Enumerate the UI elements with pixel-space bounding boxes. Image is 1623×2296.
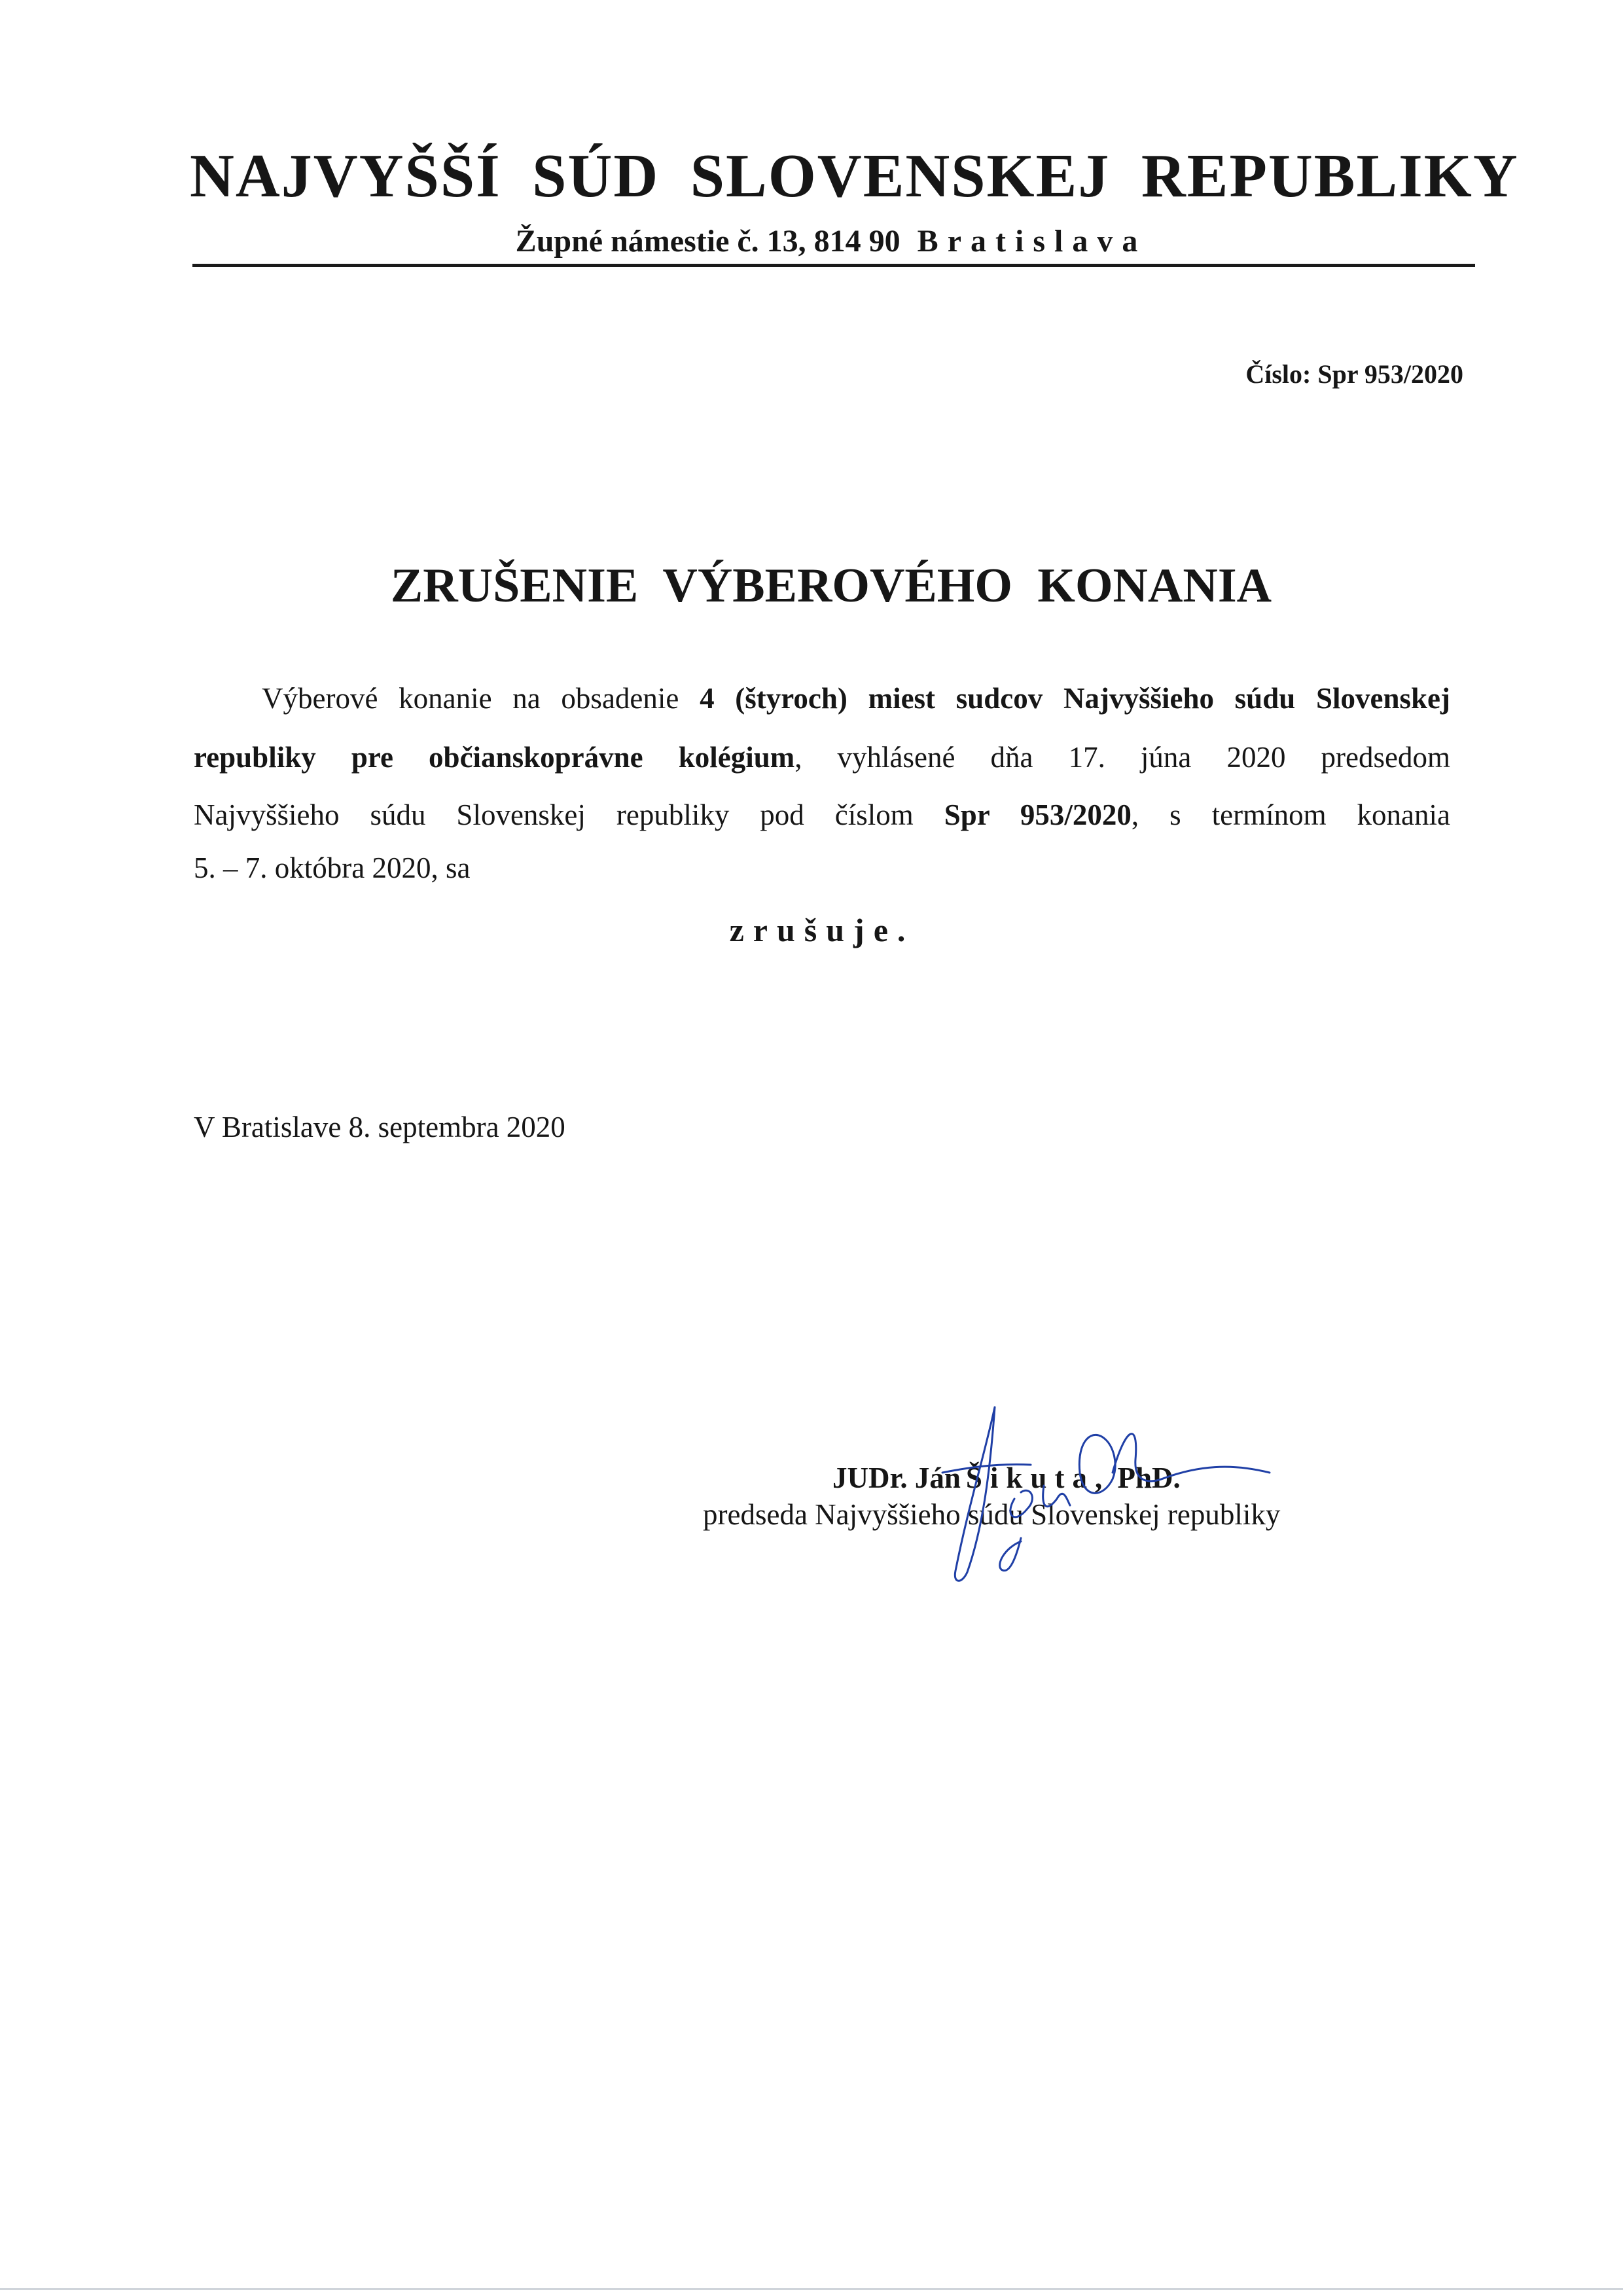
court-city: Bratislava — [917, 224, 1147, 259]
body-text: , s termínom konania — [1131, 798, 1450, 831]
body-text-bold: republiky pre občianskoprávne kolégium — [194, 741, 795, 774]
court-address — [190, 226, 1472, 257]
body-text-bold: Spr 953/2020 — [944, 798, 1132, 831]
handwritten-signature — [916, 1401, 1283, 1597]
signer-surname: Šikuta, — [965, 1462, 1111, 1494]
header-divider — [192, 264, 1475, 267]
court-street: Župné námestie č. 13, 814 90 — [515, 224, 901, 259]
case-number: Číslo: Spr 953/2020 — [1245, 359, 1463, 389]
body-text: Najvyššieho súdu Slovenskej republiky pod číslom — [194, 798, 944, 831]
court-name: NAJVYŠŠÍ SÚD SLOVENSKEJ REPUBLIKY — [190, 142, 1519, 210]
body-line-2 — [194, 743, 1450, 772]
document-title: ZRUŠENIE VÝBEROVÉHO KONANIA — [390, 559, 1272, 613]
signer-suffix: PhD. — [1117, 1462, 1181, 1494]
body-line-3 — [194, 800, 1450, 830]
verdict: zrušuje. — [729, 912, 915, 948]
body-text: , vyhlásené dňa 17. júna 2020 predsedom — [794, 741, 1450, 774]
body-line-1 — [262, 684, 1450, 713]
signer-prefix: JUDr. Ján — [832, 1462, 961, 1494]
body-text: Výberové konanie na obsadenie — [262, 682, 700, 715]
body-line-4: 5. – 7. októbra 2020, sa — [194, 852, 471, 884]
page-bottom-edge — [0, 2288, 1623, 2290]
body-text-bold: 4 (štyroch) miest sudcov Najvyššieho súdu Slovenskej — [700, 682, 1450, 715]
signer-role: predseda Najvyššieho súdu Slovenskej republiky — [703, 1498, 1281, 1531]
place-and-date: V Bratislave 8. septembra 2020 — [194, 1111, 565, 1143]
